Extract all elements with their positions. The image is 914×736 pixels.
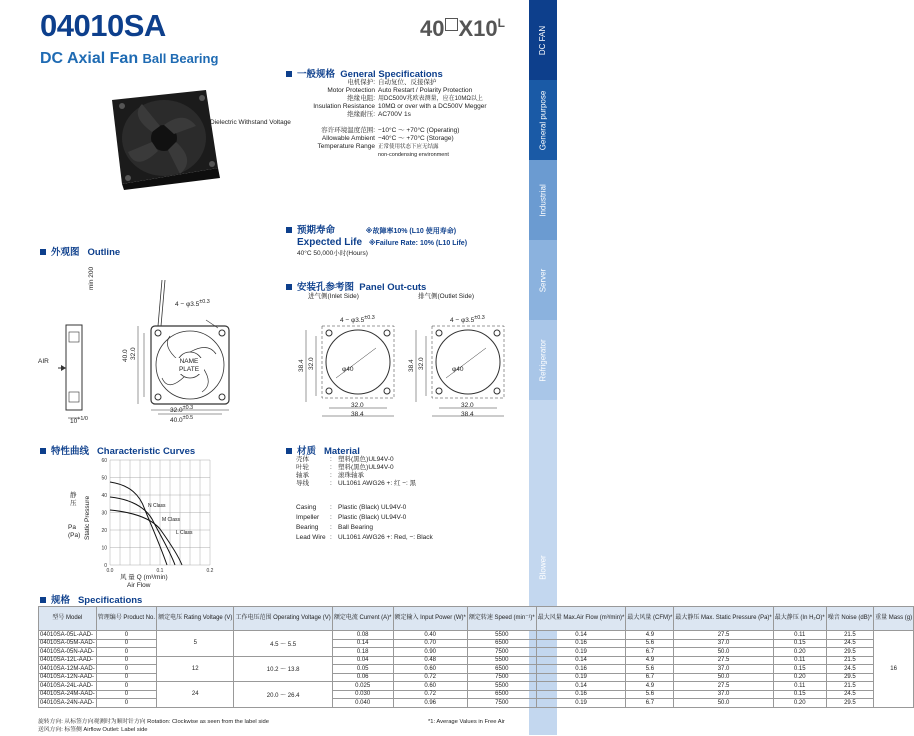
thickness-label: $10^{+1/0}$	[70, 416, 88, 426]
dim-32-label: $32.0^{\pm 0.3}$	[170, 405, 194, 415]
table-cell: 12	[157, 656, 234, 682]
curve-label: L Class	[176, 530, 193, 536]
lead-length-label: min 200	[88, 266, 95, 290]
table-row	[39, 682, 914, 691]
subtitle-main: DC Axial Fan	[40, 50, 139, 67]
table-cell: 0.030	[332, 690, 393, 699]
x-tick-label: 0.1	[156, 568, 164, 574]
bullet-icon	[40, 249, 46, 255]
table-cell: 0.14	[536, 631, 626, 640]
table-cell: 37.0	[674, 665, 773, 674]
table-cell: 0	[96, 639, 156, 648]
table-cell: 0.16	[536, 639, 626, 648]
table-cell: 0.19	[536, 648, 626, 657]
specs-table	[38, 606, 914, 708]
dim-40-vertical: 40.0	[122, 349, 129, 362]
table-cell: 5.6	[626, 665, 674, 674]
table-cell: 6.7	[626, 699, 674, 708]
table-cell: 5500	[467, 631, 536, 640]
table-cell: 0.60	[393, 682, 467, 691]
table-cell: 29.5	[826, 673, 873, 682]
panel-384-vleft: 38.4	[298, 359, 305, 372]
table-cell: 6500	[467, 690, 536, 699]
table-cell: 0.025	[332, 682, 393, 691]
x-label-cn: 风 量 Q (m³/min)	[120, 574, 168, 581]
bullet-icon	[286, 227, 292, 233]
table-cell: 6500	[467, 639, 536, 648]
table-cell: 0	[96, 631, 156, 640]
table-cell: 5500	[467, 656, 536, 665]
panel-dia-right: φ40	[452, 366, 464, 373]
table-cell: 37.0	[674, 639, 773, 648]
table-cell: 27.5	[674, 631, 773, 640]
name-plate-label: NAME PLATE	[174, 358, 204, 374]
panel-32-right: 32.0	[461, 402, 474, 409]
table-cell: 0.72	[393, 690, 467, 699]
rotation-note: 旋转方向: 从标签方向观测时为顺时针方向 Rotation: Clockwise as seen from the label side	[38, 719, 269, 725]
table-cell: 04010SA-24N-AAD-	[39, 699, 97, 708]
col-pressure-pa: 最大静压 Max. Static Pressure (Pa)*	[674, 607, 773, 631]
bullet-icon	[40, 597, 46, 603]
table-cell: 6500	[467, 665, 536, 674]
table-cell: 0.11	[773, 656, 826, 665]
subtitle-bearing: Ball Bearing	[142, 51, 219, 66]
col-input-power: 额定输入 Input Power (W)*	[393, 607, 467, 631]
table-cell: 21.5	[826, 656, 873, 665]
table-cell: 0.16	[536, 690, 626, 699]
panel-holes-right: $4 - \varphi 3.5^{\pm 0.3}$	[450, 315, 485, 325]
panel-384-vright: 38.4	[408, 359, 415, 372]
table-cell: 0.90	[393, 648, 467, 657]
table-cell: 20.0 ～ 26.4	[234, 682, 332, 708]
holes-label: $4 - \varphi 3.5^{\pm 0.3}$	[175, 299, 210, 309]
table-cell: 5500	[467, 682, 536, 691]
table-cell: 27.5	[674, 656, 773, 665]
table-cell: 04010SA-05N-AAD-	[39, 648, 97, 657]
table-cell: 0.14	[536, 656, 626, 665]
table-cell: 0.20	[773, 673, 826, 682]
table-cell: 24.5	[826, 690, 873, 699]
tab-general-purpose[interactable]: General purpose	[529, 80, 557, 161]
air-label: AIR	[38, 358, 49, 365]
table-cell: 16	[874, 631, 914, 708]
table-cell: 21.5	[826, 631, 873, 640]
table-row	[39, 656, 914, 665]
y-tick-label: 10	[101, 545, 107, 552]
y-tick-label: 40	[101, 493, 107, 499]
col-model: 型号 Model	[39, 607, 97, 631]
panel-holes-left: $4 - \varphi 3.5^{\pm 0.3}$	[340, 315, 375, 325]
col-operating-voltage: 工作电压范围 Operating Voltage (V)	[234, 607, 332, 631]
x-tick-label: 0.2	[206, 568, 214, 574]
table-cell: 50.0	[674, 673, 773, 682]
panel-32-vleft: 32.0	[308, 357, 315, 370]
curve-n-class	[110, 482, 167, 565]
table-cell: 37.0	[674, 690, 773, 699]
table-cell: 0.20	[773, 699, 826, 708]
table-cell: 7500	[467, 699, 536, 708]
table-cell: 29.5	[826, 648, 873, 657]
table-cell: 0.14	[536, 682, 626, 691]
table-cell: 4.9	[626, 656, 674, 665]
y-label-en: Static Pressure	[84, 495, 91, 540]
tab-server[interactable]: Server	[529, 240, 557, 321]
table-cell: 0	[96, 699, 156, 708]
size-label	[420, 16, 505, 42]
table-cell: 0.48	[393, 656, 467, 665]
table-cell: 0.40	[393, 631, 467, 640]
table-cell: 0.20	[773, 648, 826, 657]
table-cell: 04010SA-12L-AAD-	[39, 656, 97, 665]
specs-heading: 规格 Specifications	[40, 592, 142, 606]
table-cell: 04010SA-12M-AAD-	[40, 665, 95, 672]
table-cell: 5.6	[626, 639, 674, 648]
table-cell: 0.14	[332, 639, 393, 648]
table-cell: 0.16	[536, 665, 626, 674]
table-cell: 5.6	[626, 690, 674, 699]
col-product-no: 管理编号 Product No.	[96, 607, 156, 631]
y-tick-label: 50	[101, 475, 107, 482]
tab-industrial[interactable]: Industrial	[529, 160, 557, 241]
table-cell: 0.05	[332, 665, 393, 674]
y-tick-label: 60	[101, 458, 107, 464]
table-cell: 0	[96, 648, 156, 657]
table-cell: 24	[157, 682, 234, 708]
table-cell: 50.0	[674, 648, 773, 657]
table-cell: 0.15	[773, 665, 826, 674]
col-airflow-m3: 最大风量 Max.Air Flow (m³/min)*	[536, 607, 626, 631]
table-cell: 0.70	[393, 639, 467, 648]
table-cell: 04010SA-12N-AAD-	[39, 673, 97, 682]
bullet-icon	[286, 284, 292, 290]
col-mass: 重量 Mass (g)	[874, 607, 914, 631]
table-cell: 0	[96, 665, 156, 674]
general-spec-list: 电机保护: 自动复位、反接保护 Motor Protection Auto Restart / Polarity Protection 绝缘电阻: 用DC500V兆欧表测量，应在10MΩ以上 Insulation Resistance 10MΩ or over with a DC500V Megger 绝缘耐压: AC700V 1s Dielectric Withstand Voltage 容许环境温度范围: −10°C ～ +70°C (Operating) Allowable Ambient −40°C ～ +70°C (Storage) Temperature Range 正常使用状态下应无结露 non-condensing environment	[210, 79, 487, 158]
table-cell: 0.04	[332, 656, 393, 665]
table-cell: 04010SA-05L-AAD-	[39, 631, 97, 640]
table-cell: 6.7	[626, 673, 674, 682]
table-cell: 5	[157, 631, 234, 657]
table-cell: 0.72	[393, 673, 467, 682]
table-cell: 0	[96, 682, 156, 691]
table-cell: 27.5	[674, 682, 773, 691]
table-cell: 21.5	[826, 682, 873, 691]
x-tick-label: 0.0	[106, 568, 114, 574]
outline-heading: 外观图 Outline	[40, 244, 120, 258]
y-tick-label: 0	[104, 563, 107, 569]
material-en-list: Casing : Plastic (Black) UL94V-0 Impeller : Plastic (Black) UL94V-0 Bearing : Ball Bearing Lead Wire : UL1061 AWG26 +: Red, −: Black	[296, 504, 433, 541]
col-current: 额定电流 Current (A)*	[332, 607, 393, 631]
table-cell: 0	[96, 656, 156, 665]
product-subtitle	[40, 50, 218, 68]
material-cn-list: 壳体 : 塑料(黑色)UL94V-0 叶轮 : 塑料(黑色)UL94V-0 轴承 : 滚珠轴承 导线 : UL1061 AWG26 +: 红 −: 黑	[296, 456, 417, 487]
table-cell: 04010SA-05M-AAD-	[40, 640, 95, 647]
col-noise: 噪音 Noise (dB)*	[826, 607, 873, 631]
size-sup: L	[497, 16, 505, 30]
inlet-label: 进气侧(Inlet Side)	[308, 293, 359, 300]
table-cell: 0	[96, 690, 156, 699]
table-cell: 10.2 ～ 13.8	[234, 656, 332, 682]
x-label-en: Air Flow	[127, 582, 151, 589]
table-cell: 0.08	[332, 631, 393, 640]
dim-32-vertical: 32.0	[130, 347, 137, 360]
table-cell: 0.11	[773, 631, 826, 640]
characteristic-chart	[90, 455, 220, 573]
fan-photo	[100, 82, 222, 192]
panel-heading: 安装孔参考图 Panel Out-cuts	[286, 279, 426, 293]
table-cell: 0.040	[332, 699, 393, 708]
size-x: X10	[458, 16, 498, 41]
col-speed: 额定转速 Speed (min⁻¹)*	[467, 607, 536, 631]
table-cell: 24.5	[826, 665, 873, 674]
table-cell: 0	[96, 673, 156, 682]
table-cell: 0.96	[393, 699, 467, 708]
table-cell: 0.19	[536, 673, 626, 682]
size-prefix: 40	[420, 16, 445, 41]
table-cell: 4.5 ～ 5.5	[234, 631, 332, 657]
outlet-label: 排气侧(Outlet Side)	[418, 293, 474, 300]
table-cell: 04010SA-24L-AAD-	[39, 682, 97, 691]
table-cell: 0.18	[332, 648, 393, 657]
y-tick-label: 20	[101, 528, 107, 534]
outline-drawing	[58, 280, 273, 430]
square-icon	[445, 18, 458, 31]
tab-dc-fan[interactable]: DC FAN	[529, 0, 557, 81]
tab-refrigerator[interactable]: Refrigerator	[529, 320, 557, 401]
panel-32-vright: 32.0	[418, 357, 425, 370]
table-cell: 0.19	[536, 699, 626, 708]
table-cell: 0.15	[773, 690, 826, 699]
panel-dia-left: φ40	[342, 366, 354, 373]
table-cell: 7500	[467, 648, 536, 657]
panel-384-left: 38.4	[351, 411, 364, 418]
y-label-cn: 静 压	[70, 492, 77, 507]
average-note: *1: Average Values in Free Air	[428, 719, 505, 725]
col-pressure-inh2o: 最大静压 (In H₂O)*	[773, 607, 826, 631]
bullet-icon	[40, 448, 46, 454]
dim-40-label: $40.0^{\pm 0.5}$	[170, 415, 194, 425]
table-cell: 0.60	[393, 665, 467, 674]
material-heading: 材质 Material	[286, 443, 360, 457]
panel-384-right: 38.4	[461, 411, 474, 418]
table-cell: 0.11	[773, 682, 826, 691]
table-cell: 04010SA-24M-AAD-	[40, 691, 95, 698]
model-title: 04010SA	[40, 8, 166, 43]
table-cell: 4.9	[626, 682, 674, 691]
table-row	[39, 631, 914, 640]
life-section: 预期寿命 ※故障率10% (L10 使用寿命) Expected Life ※Failure Rate: 10% (L10 Life) 40°C 50,000小时(Hours)	[286, 222, 467, 258]
bullet-icon	[286, 71, 292, 77]
tab-blower[interactable]: Blower	[529, 400, 557, 736]
curve-label: N Class	[148, 503, 166, 509]
col-rating-voltage: 额定电压 Rating Voltage (V)	[157, 607, 234, 631]
table-cell: 50.0	[674, 699, 773, 708]
table-cell: 29.5	[826, 699, 873, 708]
table-cell: 0.15	[773, 639, 826, 648]
table-cell: 7500	[467, 673, 536, 682]
curve-label: M Class	[162, 517, 181, 523]
col-airflow-cfm: 最大风量 (CFM)*	[626, 607, 674, 631]
y-unit: Pa (Pa)	[68, 524, 81, 539]
table-cell: 4.9	[626, 631, 674, 640]
table-cell: 6.7	[626, 648, 674, 657]
table-cell: 24.5	[826, 639, 873, 648]
bullet-icon	[286, 448, 292, 454]
panel-32-left: 32.0	[351, 402, 364, 409]
y-tick-label: 30	[101, 510, 107, 517]
general-heading: 一般规格 General Specifications	[286, 66, 443, 80]
airflow-note: 送风方向: 标签侧 Airflow Outlet: Label side	[38, 727, 148, 733]
table-cell: 0.06	[332, 673, 393, 682]
curves-heading: 特性曲线 Characteristic Curves	[40, 443, 195, 457]
